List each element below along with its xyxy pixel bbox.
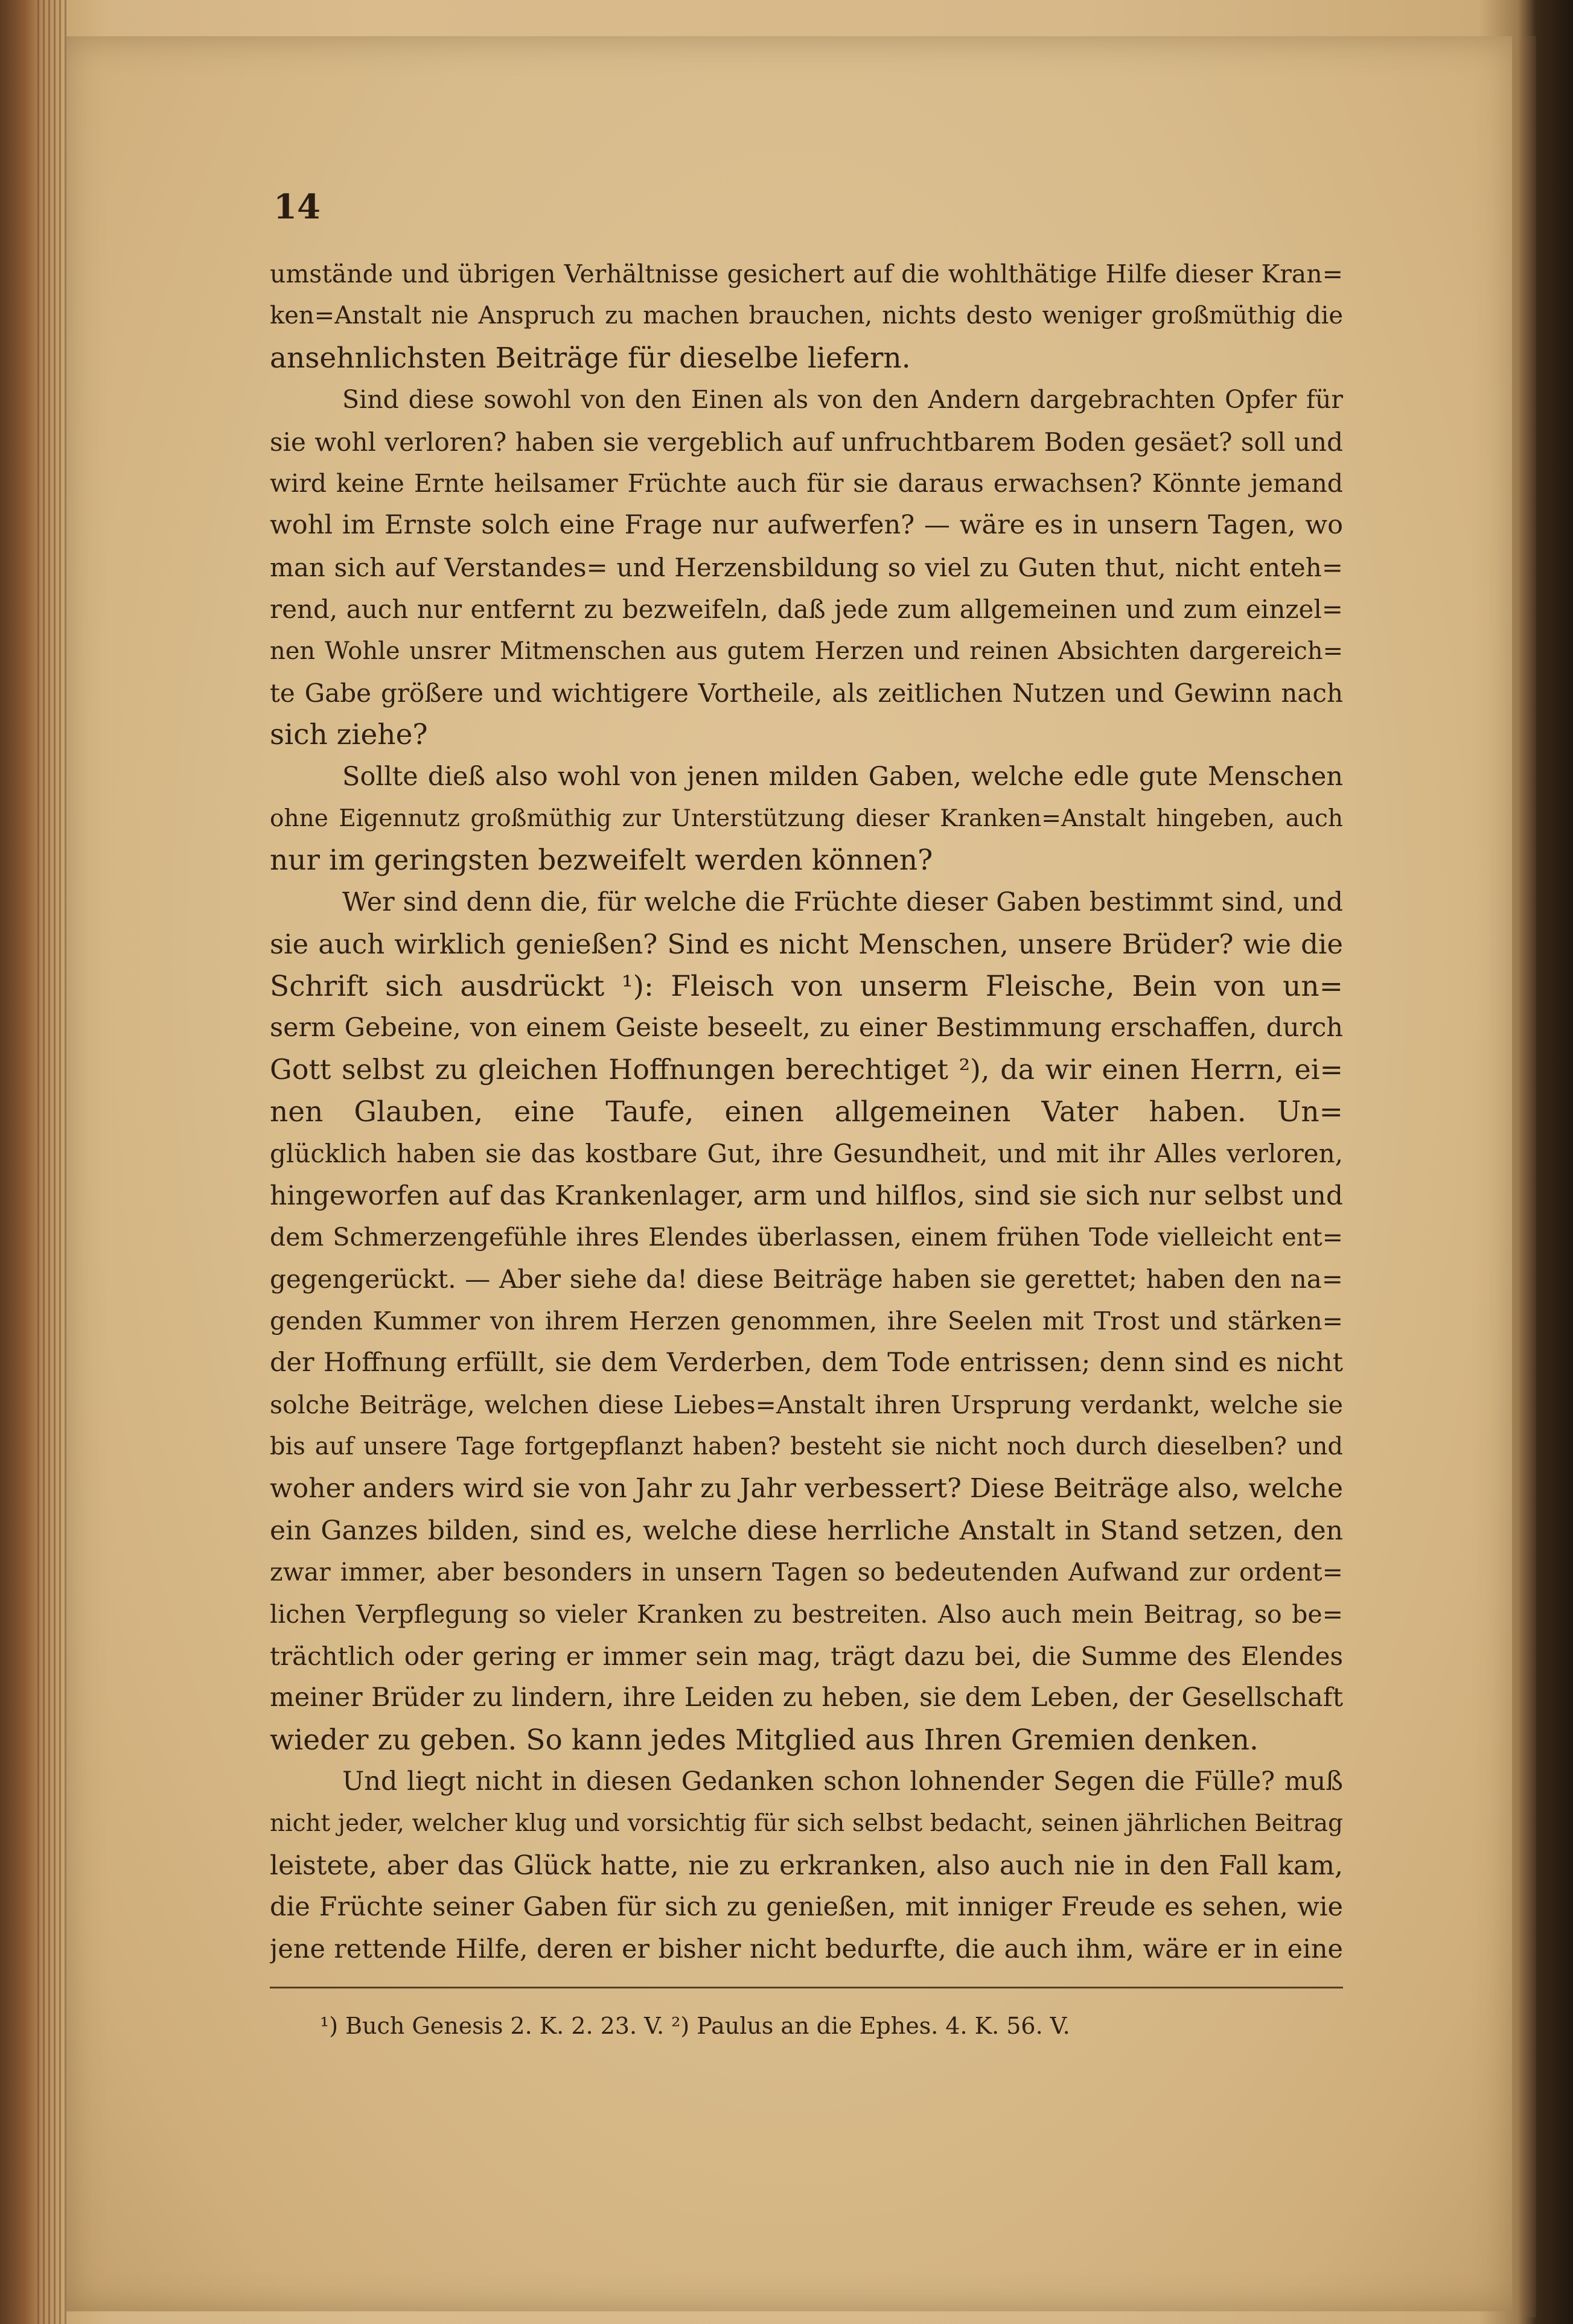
text-line: wohl im Ernste solch eine Frage nur aufwerfen? — wäre es in unsern Tagen, wo: [270, 510, 1343, 541]
text-line: meiner Brüder zu lindern, ihre Leiden zu heben, sie dem Leben, der Gesellschaft: [270, 1683, 1343, 1713]
text-line: nur im geringsten bezweifelt werden können?: [270, 844, 933, 877]
footnote: ¹) Buch Genesis 2. K. 2. 23. V. ²) Paulus an die Ephes. 4. K. 56. V.: [320, 2013, 1070, 2039]
text-line: lichen Verpflegung so vieler Kranken zu bestreiten. Also auch mein Beitrag, so be=: [270, 1599, 1343, 1629]
page-stack-edge: [37, 0, 68, 2324]
text-line: nicht jeder, welcher klug und vorsichtig für sich selbst bedacht, seinen jährlichen Beitrag: [270, 1810, 1343, 1838]
text-line: rend, auch nur entfernt zu bezweifeln, daß jede zum allgemeinen und zum einzel=: [270, 594, 1343, 625]
text-line: Sollte dieß also wohl von jenen milden Gaben, welche edle gute Menschen: [342, 761, 1343, 792]
text-line: glücklich haben sie das kostbare Gut, ihre Gesundheit, und mit ihr Alles verloren,: [270, 1139, 1343, 1169]
book-gutter: [1521, 36, 1536, 2317]
text-line: hingeworfen auf das Krankenlager, arm und hilflos, sind sie sich nur selbst und: [270, 1180, 1343, 1211]
text-line: Gott selbst zu gleichen Hoffnungen berechtiget ²), da wir einen Herrn, ei=: [270, 1053, 1343, 1086]
text-line: nen Wohle unsrer Mitmenschen aus gutem Herzen und reinen Absichten dargereich=: [270, 637, 1343, 665]
text-line: ohne Eigennutz großmüthig zur Unterstützung dieser Kranken=Anstalt hingeben, auch: [270, 805, 1343, 833]
text-line: der Hoffnung erfüllt, sie dem Verderben, dem Tode entrissen; denn sind es nicht: [270, 1348, 1343, 1378]
text-line: sie auch wirklich genießen? Sind es nicht Menschen, unsere Brüder? wie die: [270, 928, 1343, 961]
text-line: sie wohl verloren? haben sie vergeblich auf unfruchtbarem Boden gesäet? soll und: [270, 427, 1343, 457]
text-line: wird keine Ernte heilsamer Früchte auch für sie daraus erwachsen? Könnte jemand: [270, 468, 1343, 498]
text-line: umstände und übrigen Verhältnisse gesichert auf die wohlthätige Hilfe dieser Kran=: [270, 259, 1343, 288]
text-line: man sich auf Verstandes= und Herzensbildung so viel zu Guten thut, nicht enteh=: [270, 552, 1343, 582]
footnote-rule: [270, 1987, 1343, 1988]
text-line: dem Schmerzengefühle ihres Elendes überlassen, einem frühen Tode vielleicht ent=: [270, 1222, 1343, 1252]
text-line: nen Glauben, eine Taufe, einen allgemeinen Vater haben. Un=: [270, 1095, 1343, 1129]
text-line: solche Beiträge, welchen diese Liebes=Anstalt ihren Ursprung verdankt, welche sie: [270, 1390, 1343, 1419]
text-line: die Früchte seiner Gaben für sich zu genießen, mit inniger Freude es sehen, wie: [270, 1892, 1343, 1923]
text-line: ansehnlichsten Beiträge für dieselbe liefern.: [270, 341, 911, 375]
text-line: ken=Anstalt nie Anspruch zu machen brauchen, nichts desto weniger großmüthig die: [270, 302, 1343, 330]
text-line: woher anders wird sie von Jahr zu Jahr verbessert? Diese Beiträge also, welche: [270, 1473, 1343, 1504]
text-line: zwar immer, aber besonders in unsern Tagen so bedeutenden Aufwand zur ordent=: [270, 1558, 1343, 1587]
text-line: sich ziehe?: [270, 718, 428, 752]
text-line: serm Gebeine, von einem Geiste beseelt, zu einer Bestimmung erschaffen, durch: [270, 1013, 1343, 1043]
text-line: wieder zu geben. So kann jedes Mitglied aus Ihren Gremien denken.: [270, 1723, 1259, 1757]
text-line: bis auf unsere Tage fortgepflanzt haben? besteht sie nicht noch durch dieselben? und: [270, 1432, 1343, 1460]
text-line: jene rettende Hilfe, deren er bisher nicht bedurfte, die auch ihm, wäre er in eine: [270, 1934, 1343, 1964]
text-line: ein Ganzes bilden, sind es, welche diese herrliche Anstalt in Stand setzen, den: [270, 1515, 1343, 1546]
text-line: Schrift sich ausdrückt ¹): Fleisch von unserm Fleische, Bein von un=: [270, 969, 1343, 1003]
text-line: leistete, aber das Glück hatte, nie zu erkranken, also auch nie in den Fall kam,: [270, 1850, 1343, 1881]
text-line: te Gabe größere und wichtigere Vortheile, als zeitlichen Nutzen und Gewinn nach: [270, 678, 1343, 708]
text-line: trächtlich oder gering er immer sein mag, trägt dazu bei, die Summe des Elendes: [270, 1641, 1343, 1671]
text-line: genden Kummer von ihrem Herzen genommen, ihre Seelen mit Trost und stärken=: [270, 1306, 1343, 1336]
text-line: Sind diese sowohl von den Einen als von den Andern dargebrachten Opfer für: [342, 385, 1343, 415]
body-text: [270, 253, 1343, 1970]
text-line: Wer sind denn die, für welche die Früchte dieser Gaben bestimmt sind, und: [342, 887, 1343, 917]
page-number: 14: [273, 187, 321, 227]
text-line: Und liegt nicht in diesen Gedanken schon lohnender Segen die Fülle? muß: [342, 1766, 1343, 1797]
text-line: gegengerückt. — Aber siehe da! diese Beiträge haben sie gerettet; haben den na=: [270, 1264, 1343, 1294]
